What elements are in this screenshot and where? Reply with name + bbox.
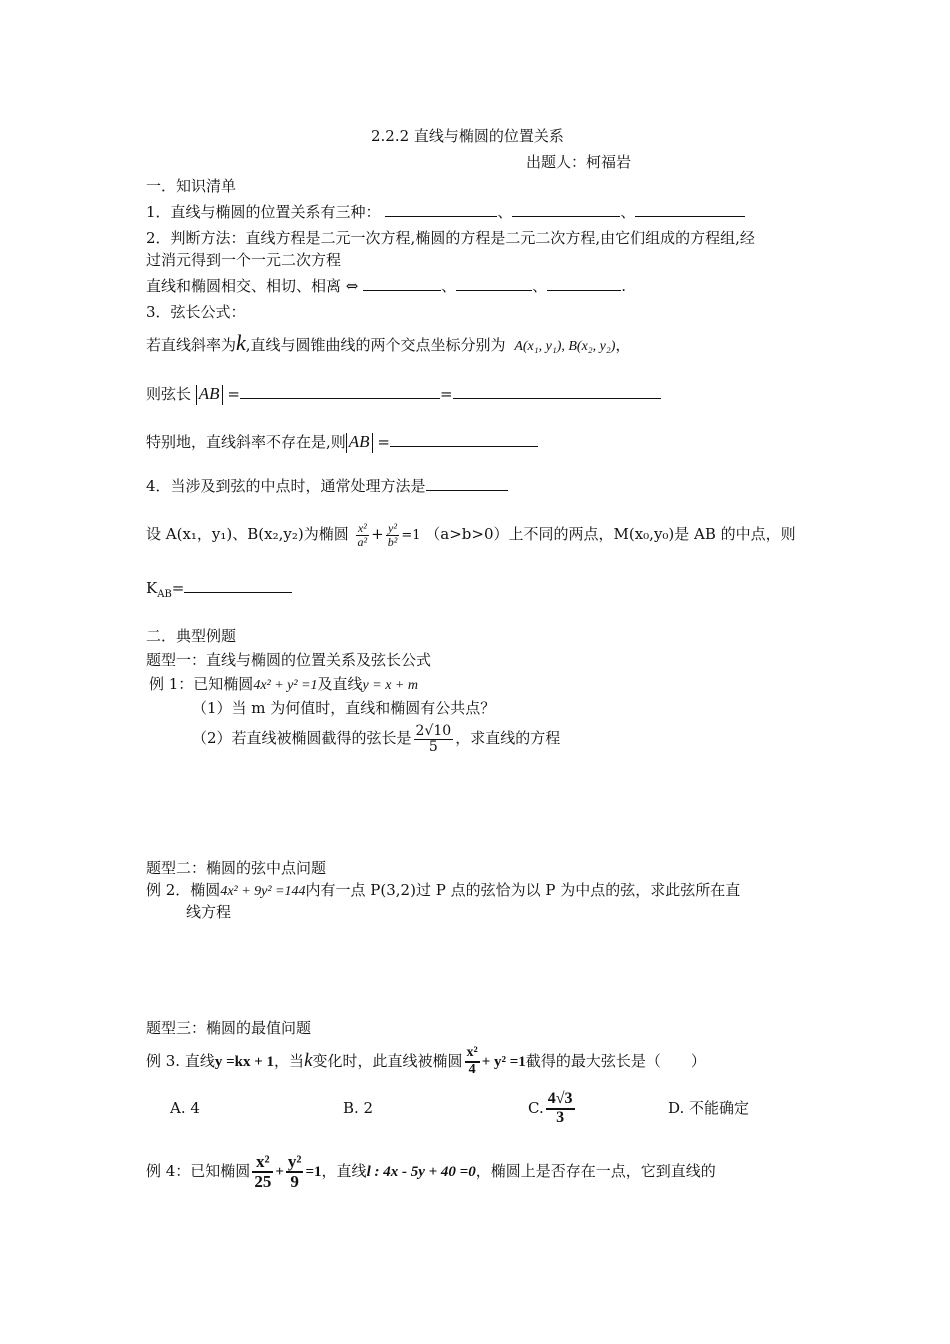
kab-line bbox=[146, 578, 292, 605]
period: . bbox=[621, 277, 626, 295]
item2-line2: 过消元得到一个一元二次方程 bbox=[146, 251, 342, 269]
ex4-line: l : 4x - 5y + 40 =0 bbox=[366, 1164, 476, 1180]
blank-6 bbox=[547, 276, 621, 291]
ex1-line: y = x + m bbox=[362, 678, 418, 693]
fraction-x2-4: $\frac{\text{x²}}{4}$ bbox=[466, 1045, 478, 1077]
example1-q1: （1）当 m 为何值时，直线和椭圆有公共点？ bbox=[192, 699, 496, 717]
example4-line bbox=[146, 1144, 716, 1199]
option-a: A. 4 bbox=[170, 1099, 200, 1117]
item2-text: 直线和椭圆相交、相切、相离 bbox=[146, 277, 342, 295]
ex4-text-a: 例 4：已知椭圆 bbox=[146, 1162, 251, 1180]
type2-heading: 题型二：椭圆的弦中点问题 bbox=[146, 859, 327, 877]
kab-sub: AB bbox=[157, 589, 172, 600]
type3-heading: 题型三：椭圆的最值问题 bbox=[146, 1019, 312, 1037]
iff-icon: ⇔ bbox=[345, 277, 359, 295]
abs-bar-right bbox=[222, 385, 223, 405]
midpoint-text-a: 设 A(x₁，y₁)、B(x₂,y₂)为椭圆 bbox=[146, 525, 349, 543]
slope-text-a: 若直线斜率为 bbox=[146, 336, 237, 354]
special-text: 特别地，直线斜率不存在是,则 bbox=[146, 433, 346, 451]
fraction-y2-b2: $\frac{\text{y²}}{\text{b²}}$ bbox=[387, 520, 398, 549]
author-line: 出题人：柯福岩 bbox=[526, 153, 632, 171]
ex2-ellipse: 4x² + 9y² =144 bbox=[220, 884, 306, 899]
section2-heading: 二．典型例题 bbox=[146, 627, 237, 645]
example3-line bbox=[146, 1038, 706, 1085]
equals: = bbox=[171, 579, 185, 597]
slope-text-b: ,直线与圆锥曲线的两个交点坐标分别为 bbox=[245, 336, 506, 354]
fraction-y2-9: $\frac{\text{y²}}{9}$ bbox=[287, 1152, 302, 1191]
slope-k: k bbox=[236, 330, 246, 355]
blank-8 bbox=[453, 384, 661, 399]
item4-text: 4．当涉及到弦的中点时，通常处理方法是 bbox=[146, 477, 426, 495]
kab-label: K bbox=[146, 579, 158, 597]
page-title: 2.2.2 直线与椭圆的位置关系 bbox=[371, 127, 564, 145]
ex3-text-e: 截得的最大弦长是（ ） bbox=[525, 1052, 706, 1070]
blank-5 bbox=[456, 276, 532, 291]
ex2-text-b: 内有一点 P(3,2)过 P 点的弦恰为以 P 为中点的弦，求此弦所在直 bbox=[305, 881, 741, 899]
fraction-4sqrt3-3: $\frac{4√3}{3}$ bbox=[547, 1090, 573, 1126]
fraction-2sqrt10-5: $\frac{2√10}{5}$ bbox=[415, 722, 452, 755]
special-case-line bbox=[146, 432, 538, 453]
plus: + bbox=[275, 1164, 284, 1180]
equals-one: =1 bbox=[305, 1164, 322, 1180]
ab-symbol: AB bbox=[348, 432, 370, 451]
ex2-text-a: 例 2．椭圆 bbox=[146, 881, 221, 899]
ex3-line: y =kx + 1 bbox=[214, 1054, 275, 1070]
equals: = bbox=[439, 385, 453, 403]
option-d: D. 不能确定 bbox=[668, 1099, 750, 1117]
midpoint-text-b: （a>b>0）上不同的两点，M(x₀,y₀)是 AB 的中点，则 bbox=[425, 525, 796, 543]
ex1-text-b: 及直线 bbox=[317, 675, 363, 693]
example2-line2: 线方程 bbox=[186, 903, 232, 921]
ex4-text-b: ，直线 bbox=[321, 1162, 367, 1180]
ex3-text-c: 变化时，此直线被椭圆 bbox=[312, 1052, 463, 1070]
ex1-q2-text-b: ，求直线的方程 bbox=[455, 729, 561, 747]
equals: = bbox=[377, 433, 390, 451]
blank-7 bbox=[240, 384, 440, 399]
option-c-label: C. bbox=[528, 1099, 544, 1117]
blank-9 bbox=[390, 432, 538, 447]
equals-one: =1 bbox=[401, 528, 421, 543]
example1-line bbox=[149, 674, 418, 696]
blank-2 bbox=[512, 202, 620, 217]
ex3-text-a: 例 3. 直线 bbox=[146, 1052, 215, 1070]
item3-slope-line bbox=[146, 330, 630, 360]
item2-line1: 2．判断方法：直线方程是二元一次方程,椭圆的方程是二元二次方程,由它们组成的方程组,经 bbox=[146, 229, 755, 247]
blank-4 bbox=[363, 276, 441, 291]
blank-10 bbox=[426, 476, 508, 491]
ex1-q2-text-a: （2）若直线被椭圆截得的弦长是 bbox=[192, 729, 412, 747]
item4-line bbox=[146, 476, 508, 496]
ex1-text-a: 例 1：已知椭圆 bbox=[149, 675, 254, 693]
blank-3 bbox=[635, 202, 745, 217]
item1-line bbox=[146, 202, 745, 222]
example1-q2 bbox=[192, 716, 560, 760]
ab-symbol: AB bbox=[198, 384, 220, 403]
fraction-x2-a2: $\frac{\text{x²}}{\text{a²}}$ bbox=[357, 520, 368, 549]
example2-line1 bbox=[146, 880, 740, 902]
sep: 、 bbox=[441, 277, 457, 295]
type1-heading: 题型一：直线与椭圆的位置关系及弦长公式 bbox=[146, 651, 432, 669]
ex3-k: k bbox=[304, 1050, 313, 1071]
abs-bar-left bbox=[346, 433, 347, 453]
chord-label: 则弦长 bbox=[146, 385, 192, 403]
chord-length-line bbox=[146, 384, 661, 405]
plus: + bbox=[371, 525, 384, 543]
sep: 、 bbox=[532, 277, 548, 295]
item1-text: 1．直线与椭圆的位置关系有三种： bbox=[146, 203, 381, 221]
ex4-text-c: ，椭圆上是否存在一点，它到直线的 bbox=[475, 1162, 716, 1180]
item3-heading: 3．弦长公式： bbox=[146, 303, 246, 321]
comma: ， bbox=[615, 336, 631, 354]
fraction-x2-25: $\frac{\text{x²}}{25}$ bbox=[254, 1152, 272, 1191]
item2-line3 bbox=[146, 276, 626, 296]
midpoint-line bbox=[146, 512, 796, 558]
sep: 、 bbox=[497, 203, 513, 221]
section1-heading: 一．知识清单 bbox=[146, 177, 237, 195]
intersection-points: A(x₁, y₁), B(x₂, y₂) bbox=[514, 339, 616, 354]
sep: 、 bbox=[620, 203, 636, 221]
abs-bar-left bbox=[196, 385, 197, 405]
equals: = bbox=[227, 385, 240, 403]
option-c bbox=[528, 1086, 577, 1130]
blank-1 bbox=[385, 202, 497, 217]
option-b: B. 2 bbox=[343, 1099, 374, 1117]
abs-bar-right bbox=[372, 433, 373, 453]
ex1-ellipse: 4x² + y² =1 bbox=[253, 678, 318, 693]
ex3-text-b: ，当 bbox=[274, 1052, 305, 1070]
ex3-ellipse-rest: + y² =1 bbox=[481, 1054, 526, 1070]
blank-11 bbox=[184, 578, 292, 593]
